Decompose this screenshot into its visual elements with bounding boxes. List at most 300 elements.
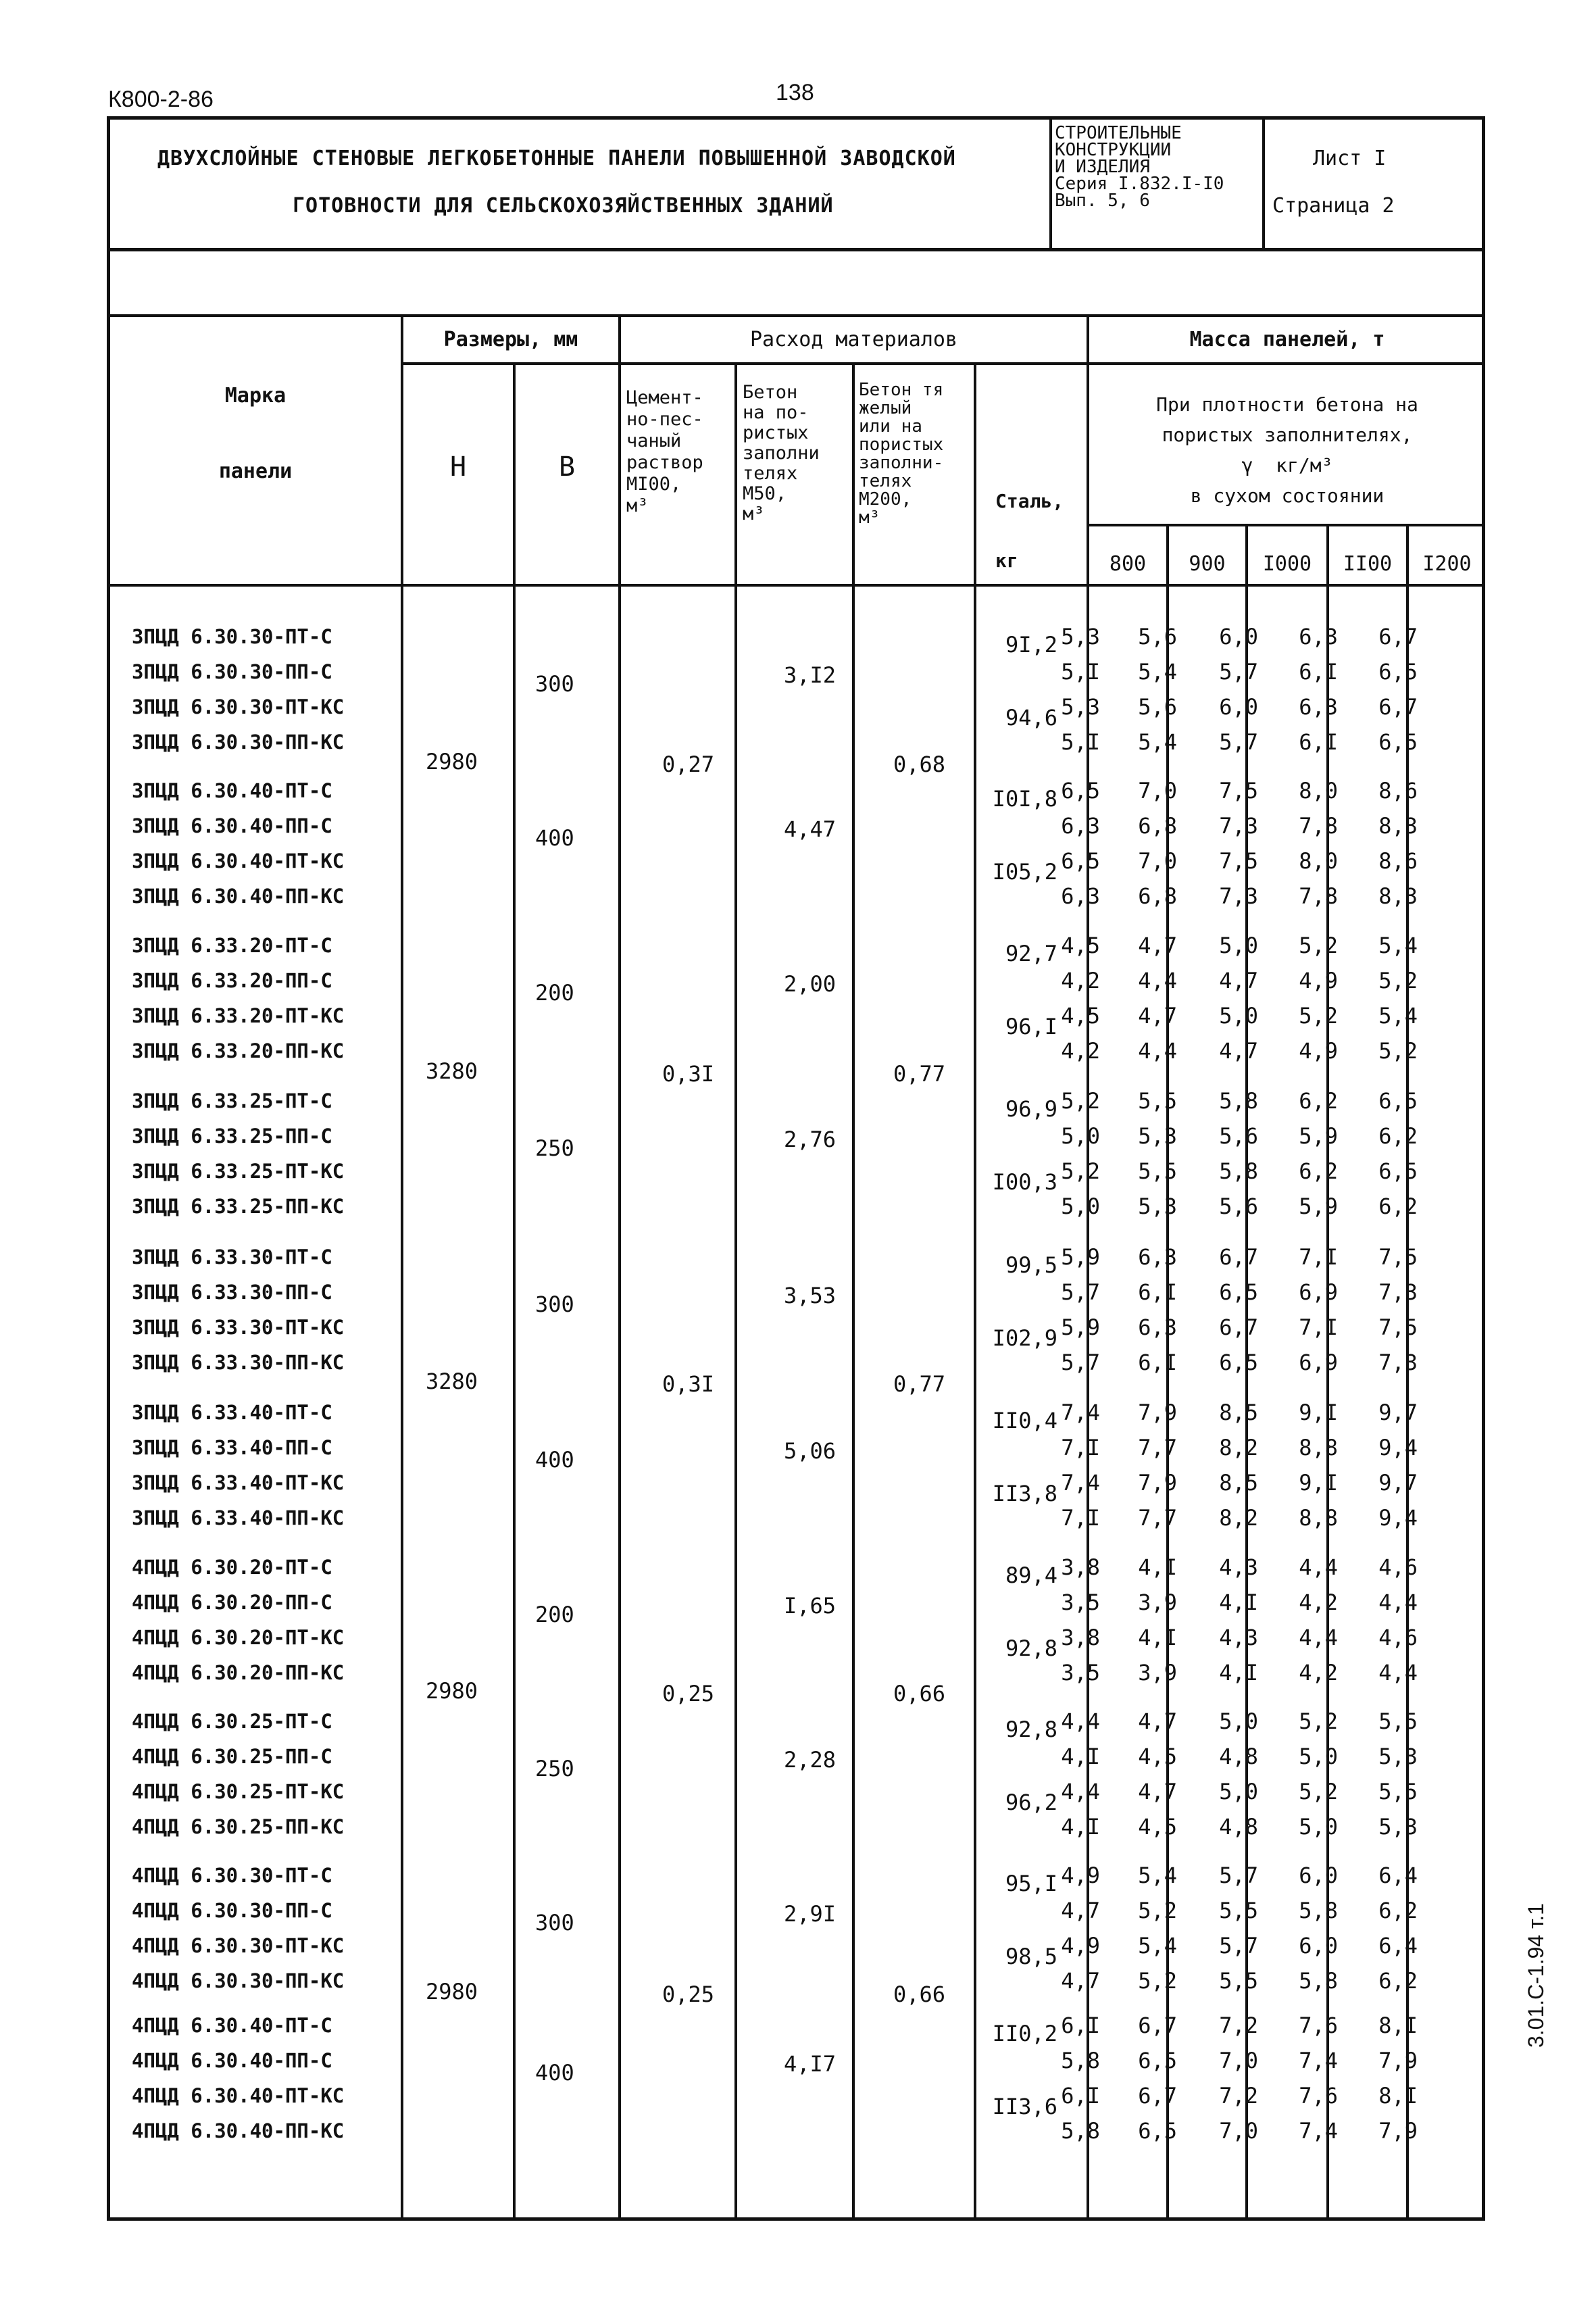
density-800: 800 bbox=[1109, 552, 1147, 576]
mass-value: 6,5 bbox=[1138, 2118, 1177, 2144]
mass-value: 8,2 bbox=[1219, 1435, 1258, 1460]
mass-value: 6,I bbox=[1299, 659, 1338, 685]
series-stamp: СТРОИТЕЛЬНЫЕ КОНСТРУКЦИИ И ИЗДЕЛИЯ Серия I.832.I-I0 Вып. 5, 6 bbox=[1055, 123, 1224, 211]
mass-value: 4,9 bbox=[1061, 1933, 1100, 1959]
steel-mass: 92,8 bbox=[1005, 1717, 1057, 1742]
height-H: 2980 bbox=[426, 1979, 478, 2004]
mass-value: 5,2 bbox=[1138, 1898, 1177, 1923]
panel-mark: 3ПЦД 6.30.40-ПТ-С bbox=[132, 779, 332, 802]
mass-value: 7,8 bbox=[1299, 883, 1338, 909]
mass-value: 4,5 bbox=[1061, 933, 1100, 958]
porous-concrete-volume: 2,76 bbox=[784, 1127, 837, 1152]
mass-value: 7,I bbox=[1299, 1244, 1338, 1270]
mass-value: 6,I bbox=[1061, 2083, 1100, 2109]
mass-value: 5,4 bbox=[1378, 1003, 1418, 1029]
mass-value: 6,I bbox=[1061, 2013, 1100, 2038]
width-B: 300 bbox=[535, 1291, 574, 1317]
mass-value: 5,0 bbox=[1219, 1003, 1258, 1029]
mass-value: 3,8 bbox=[1061, 1625, 1100, 1650]
mass-value: 6,0 bbox=[1219, 624, 1258, 649]
mass-value: 4,4 bbox=[1138, 968, 1177, 993]
mass-value: 5,8 bbox=[1061, 2048, 1100, 2073]
mass-value: 6,5 bbox=[1219, 1279, 1258, 1305]
mass-value: 5,3 bbox=[1378, 1744, 1418, 1769]
panel-mark: 3ПЦД 6.30.40-ПП-КС bbox=[132, 885, 345, 908]
mass-value: 4,I bbox=[1138, 1554, 1177, 1580]
mass-value: 6,2 bbox=[1378, 1193, 1418, 1219]
mass-value: 6,0 bbox=[1299, 1863, 1338, 1888]
steel-mass: 94,6 bbox=[1005, 705, 1057, 731]
mass-value: 5,2 bbox=[1299, 933, 1338, 958]
mass-value: 6,0 bbox=[1219, 694, 1258, 720]
mass-value: 5,6 bbox=[1219, 1123, 1258, 1149]
mass-value: 5,3 bbox=[1138, 1193, 1177, 1219]
mass-value: 7,7 bbox=[1138, 1505, 1177, 1531]
mass-value: 4,7 bbox=[1138, 933, 1177, 958]
mass-value: 8,6 bbox=[1378, 848, 1418, 874]
mass-value: 8,I bbox=[1378, 2083, 1418, 2109]
width-B: 200 bbox=[535, 980, 574, 1006]
steel-mass: 92,8 bbox=[1005, 1635, 1057, 1661]
mass-value: 7,I bbox=[1299, 1314, 1338, 1340]
header-mortar: Цемент- но-пес- чаный раствор МI00, м³ bbox=[626, 387, 703, 516]
mass-value: 5,9 bbox=[1061, 1244, 1100, 1270]
mass-value: 6,5 bbox=[1219, 1350, 1258, 1375]
mass-value: 4,I bbox=[1219, 1660, 1258, 1685]
mass-value: 5,6 bbox=[1138, 624, 1177, 649]
steel-mass: 99,5 bbox=[1005, 1252, 1057, 1278]
mass-value: 5,5 bbox=[1219, 1898, 1258, 1923]
panel-mark: 4ПЦД 6.30.40-ПТ-КС bbox=[132, 2084, 345, 2107]
mass-value: 6,4 bbox=[1378, 1933, 1418, 1959]
steel-mass: I00,3 bbox=[992, 1169, 1057, 1195]
mass-value: 4,8 bbox=[1219, 1814, 1258, 1840]
mortar-volume: 0,3I bbox=[662, 1371, 715, 1397]
panel-mark: 4ПЦД 6.30.40-ПТ-С bbox=[132, 2014, 332, 2037]
mass-value: 7,4 bbox=[1299, 2118, 1338, 2144]
steel-mass: 98,5 bbox=[1005, 1944, 1057, 1969]
mass-value: 4,2 bbox=[1061, 1038, 1100, 1064]
mass-value: 6,8 bbox=[1138, 883, 1177, 909]
mass-value: 5,0 bbox=[1219, 933, 1258, 958]
mass-value: 4,6 bbox=[1378, 1554, 1418, 1580]
panel-mark: 4ПЦД 6.30.20-ПТ-С bbox=[132, 1556, 332, 1579]
mass-value: 6,I bbox=[1138, 1350, 1177, 1375]
mass-value: 7,4 bbox=[1061, 1470, 1100, 1496]
mass-value: 8,0 bbox=[1299, 778, 1338, 804]
mass-value: 9,I bbox=[1299, 1400, 1338, 1425]
width-B: 400 bbox=[535, 1447, 574, 1473]
panel-mark: 3ПЦД 6.33.40-ПП-С bbox=[132, 1436, 332, 1459]
mass-value: 6,I bbox=[1299, 729, 1338, 755]
mass-value: 5,0 bbox=[1299, 1814, 1338, 1840]
mass-value: 5,4 bbox=[1138, 659, 1177, 685]
mass-value: 4,9 bbox=[1299, 968, 1338, 993]
mass-value: 8,6 bbox=[1378, 778, 1418, 804]
panel-mark: 3ПЦД 6.33.30-ПТ-КС bbox=[132, 1316, 345, 1339]
mass-value: 5,3 bbox=[1138, 1123, 1177, 1149]
mass-value: 4,7 bbox=[1061, 1898, 1100, 1923]
mass-value: 5,2 bbox=[1299, 1708, 1338, 1734]
porous-concrete-volume: 4,I7 bbox=[784, 2051, 837, 2077]
steel-mass: II0,4 bbox=[992, 1408, 1057, 1433]
mass-value: 6,5 bbox=[1378, 1158, 1418, 1184]
panel-mark: 3ПЦД 6.30.30-ПТ-С bbox=[132, 625, 332, 648]
panel-mark: 3ПЦД 6.33.30-ПП-КС bbox=[132, 1351, 345, 1374]
mass-value: 7,8 bbox=[1299, 813, 1338, 839]
mass-value: 6,3 bbox=[1061, 883, 1100, 909]
mass-value: 6,2 bbox=[1378, 1123, 1418, 1149]
mass-value: 5,5 bbox=[1378, 1708, 1418, 1734]
panel-mark: 4ПЦД 6.30.25-ПТ-КС bbox=[132, 1780, 345, 1803]
mass-value: 6,2 bbox=[1299, 1088, 1338, 1114]
mass-value: 8,8 bbox=[1299, 1505, 1338, 1531]
panel-mark: 3ПЦД 6.33.40-ПТ-С bbox=[132, 1401, 332, 1424]
mass-value: 7,9 bbox=[1138, 1400, 1177, 1425]
mass-value: 7,5 bbox=[1219, 848, 1258, 874]
mass-value: 6,3 bbox=[1138, 1314, 1177, 1340]
mass-value: 6,5 bbox=[1061, 848, 1100, 874]
porous-concrete-volume: 5,06 bbox=[784, 1438, 837, 1464]
mass-value: 5,0 bbox=[1299, 1744, 1338, 1769]
mass-value: 8,8 bbox=[1299, 1435, 1338, 1460]
mass-value: 4,4 bbox=[1299, 1625, 1338, 1650]
steel-mass: 96,I bbox=[1005, 1014, 1057, 1039]
mortar-volume: 0,3I bbox=[662, 1061, 715, 1087]
density-1000: I000 bbox=[1262, 552, 1312, 576]
mass-value: 4,3 bbox=[1219, 1554, 1258, 1580]
width-B: 200 bbox=[535, 1602, 574, 1627]
mass-value: 6,5 bbox=[1061, 778, 1100, 804]
panel-mark: 4ПЦД 6.30.30-ПТ-КС bbox=[132, 1934, 345, 1957]
panel-mark: 3ПЦД 6.33.30-ПП-С bbox=[132, 1281, 332, 1304]
mass-value: 6,3 bbox=[1299, 624, 1338, 649]
width-B: 400 bbox=[535, 825, 574, 851]
header-H: Н bbox=[449, 451, 467, 483]
mass-value: 5,0 bbox=[1219, 1779, 1258, 1804]
steel-mass: I05,2 bbox=[992, 859, 1057, 885]
mortar-volume: 0,27 bbox=[662, 752, 715, 777]
mass-value: 6,2 bbox=[1299, 1158, 1338, 1184]
mortar-volume: 0,25 bbox=[662, 1681, 715, 1706]
height-H: 2980 bbox=[426, 749, 478, 774]
mass-value: 5,9 bbox=[1061, 1314, 1100, 1340]
mass-value: 4,3 bbox=[1219, 1625, 1258, 1650]
panel-mark: 3ПЦД 6.33.25-ПТ-С bbox=[132, 1089, 332, 1112]
porous-concrete-volume: 3,I2 bbox=[784, 662, 837, 688]
mass-value: 4,4 bbox=[1061, 1708, 1100, 1734]
mass-value: 8,5 bbox=[1219, 1400, 1258, 1425]
mass-value: 6,7 bbox=[1378, 694, 1418, 720]
width-B: 300 bbox=[535, 1910, 574, 1936]
mass-value: 7,2 bbox=[1219, 2083, 1258, 2109]
mass-value: 5,9 bbox=[1299, 1123, 1338, 1149]
title-line-1: ДВУХСЛОЙНЫЕ СТЕНОВЫЕ ЛЕГКОБЕТОННЫЕ ПАНЕЛИ ПОВЫШЕННОЙ ЗАВОДСКОЙ bbox=[157, 147, 956, 170]
mass-value: 7,I bbox=[1061, 1435, 1100, 1460]
mass-value: 7,6 bbox=[1299, 2013, 1338, 2038]
mass-value: 6,7 bbox=[1138, 2013, 1177, 2038]
mass-value: 7,9 bbox=[1138, 1470, 1177, 1496]
panel-mark: 3ПЦД 6.33.20-ПП-С bbox=[132, 969, 332, 992]
mass-value: 5,8 bbox=[1299, 1898, 1338, 1923]
mass-value: 6,3 bbox=[1299, 694, 1338, 720]
mass-value: 7,0 bbox=[1138, 778, 1177, 804]
mass-value: 5,4 bbox=[1378, 933, 1418, 958]
header-mark: Марка панели bbox=[218, 384, 293, 483]
mass-value: 8,0 bbox=[1299, 848, 1338, 874]
heavy-concrete-volume: 0,66 bbox=[893, 1681, 946, 1706]
title-line-2: ГОТОВНОСТИ ДЛЯ СЕЛЬСКОХОЗЯЙСТВЕННЫХ ЗДАНИЙ bbox=[293, 194, 834, 218]
mass-value: 5,9 bbox=[1299, 1193, 1338, 1219]
height-H: 3280 bbox=[426, 1369, 478, 1394]
header-porous: Бетон на по- ристых заполни телях М50, м³ bbox=[743, 382, 820, 524]
mass-value: 5,2 bbox=[1378, 1038, 1418, 1064]
panel-mark: 3ПЦД 6.30.40-ПТ-КС bbox=[132, 850, 345, 872]
mass-value: 6,2 bbox=[1378, 1968, 1418, 1994]
page-number: 138 bbox=[776, 80, 814, 105]
mass-value: 5,2 bbox=[1378, 968, 1418, 993]
mass-value: 5,2 bbox=[1061, 1088, 1100, 1114]
width-B: 400 bbox=[535, 2060, 574, 2086]
steel-mass: 9I,2 bbox=[1005, 632, 1057, 658]
panel-mark: 4ПЦД 6.30.40-ПП-С bbox=[132, 2049, 332, 2072]
mass-value: 5,7 bbox=[1219, 659, 1258, 685]
porous-concrete-volume: 3,53 bbox=[784, 1283, 837, 1308]
mass-value: 5,0 bbox=[1219, 1708, 1258, 1734]
panel-mark: 3ПЦД 6.30.40-ПП-С bbox=[132, 814, 332, 837]
document-code: К800-2-86 bbox=[108, 87, 214, 112]
panel-mark: 4ПЦД 6.30.30-ПТ-С bbox=[132, 1864, 332, 1887]
header-heavy: Бетон тя желый или на пористых заполни- телях М200, м³ bbox=[859, 380, 944, 528]
mass-value: 5,6 bbox=[1138, 694, 1177, 720]
panel-mark: 4ПЦД 6.30.25-ПП-С bbox=[132, 1745, 332, 1768]
mass-value: 5,4 bbox=[1138, 1863, 1177, 1888]
mass-value: 4,7 bbox=[1138, 1708, 1177, 1734]
mass-value: 4,2 bbox=[1299, 1660, 1338, 1685]
mass-value: 7,3 bbox=[1219, 813, 1258, 839]
mass-value: 6,5 bbox=[1378, 1088, 1418, 1114]
porous-concrete-volume: 4,47 bbox=[784, 816, 837, 842]
mass-value: 7,0 bbox=[1219, 2048, 1258, 2073]
panel-mark: 3ПЦД 6.33.25-ПТ-КС bbox=[132, 1160, 345, 1183]
mass-value: 5,8 bbox=[1299, 1968, 1338, 1994]
width-B: 250 bbox=[535, 1756, 574, 1781]
panel-mark: 3ПЦД 6.33.25-ПП-С bbox=[132, 1125, 332, 1148]
mass-value: 7,3 bbox=[1219, 883, 1258, 909]
panel-mark: 4ПЦД 6.30.20-ПП-КС bbox=[132, 1661, 345, 1684]
mass-value: 4,7 bbox=[1138, 1003, 1177, 1029]
mass-value: 4,5 bbox=[1138, 1744, 1177, 1769]
mass-value: 5,8 bbox=[1219, 1158, 1258, 1184]
mass-value: 6,3 bbox=[1138, 1244, 1177, 1270]
mass-value: 4,I bbox=[1219, 1590, 1258, 1615]
panel-mark: 3ПЦД 6.33.25-ПП-КС bbox=[132, 1195, 345, 1218]
mass-value: 5,4 bbox=[1138, 1933, 1177, 1959]
mass-value: 5,5 bbox=[1138, 1158, 1177, 1184]
mass-value: 5,4 bbox=[1138, 729, 1177, 755]
width-B: 250 bbox=[535, 1135, 574, 1161]
porous-concrete-volume: 2,9I bbox=[784, 1901, 837, 1927]
mass-value: 7,4 bbox=[1299, 2048, 1338, 2073]
mass-value: 5,2 bbox=[1138, 1968, 1177, 1994]
mass-value: 4,4 bbox=[1299, 1554, 1338, 1580]
mass-value: 8,3 bbox=[1378, 813, 1418, 839]
mass-value: 5,3 bbox=[1378, 1814, 1418, 1840]
panel-mark: 3ПЦД 6.30.30-ПТ-КС bbox=[132, 695, 345, 718]
mortar-volume: 0,25 bbox=[662, 1981, 715, 2007]
mass-value: 4,4 bbox=[1138, 1038, 1177, 1064]
mass-value: 7,5 bbox=[1378, 1314, 1418, 1340]
header-mass-sub: При плотности бетона на пористых заполнителях, γ кг/м³ в сухом состоянии bbox=[1156, 393, 1418, 507]
mass-value: 8,3 bbox=[1378, 883, 1418, 909]
panel-mark: 4ПЦД 6.30.30-ПП-С bbox=[132, 1899, 332, 1922]
mass-value: 7,6 bbox=[1299, 2083, 1338, 2109]
panel-mark: 3ПЦД 6.33.20-ПП-КС bbox=[132, 1039, 345, 1062]
mass-value: 9,7 bbox=[1378, 1470, 1418, 1496]
mass-value: 5,2 bbox=[1299, 1003, 1338, 1029]
heavy-concrete-volume: 0,77 bbox=[893, 1371, 946, 1397]
heavy-concrete-volume: 0,77 bbox=[893, 1061, 946, 1087]
mass-value: 4,I bbox=[1138, 1625, 1177, 1650]
mass-value: 6,7 bbox=[1219, 1314, 1258, 1340]
mass-value: 5,5 bbox=[1378, 1779, 1418, 1804]
mass-value: 4,5 bbox=[1061, 1003, 1100, 1029]
mass-value: 4,9 bbox=[1299, 1038, 1338, 1064]
mass-value: 5,2 bbox=[1061, 1158, 1100, 1184]
panel-mark: 3ПЦД 6.33.20-ПТ-С bbox=[132, 934, 332, 957]
mass-value: 8,5 bbox=[1219, 1470, 1258, 1496]
mass-value: 9,4 bbox=[1378, 1505, 1418, 1531]
steel-mass: II0,2 bbox=[992, 2021, 1057, 2046]
mass-value: 5,7 bbox=[1061, 1350, 1100, 1375]
mass-value: 4,2 bbox=[1299, 1590, 1338, 1615]
height-H: 2980 bbox=[426, 1678, 478, 1704]
mass-value: 6,2 bbox=[1378, 1898, 1418, 1923]
steel-mass: I0I,8 bbox=[992, 786, 1057, 812]
mass-value: 5,7 bbox=[1219, 1863, 1258, 1888]
mass-value: 6,4 bbox=[1378, 1863, 1418, 1888]
panel-mark: 3ПЦД 6.30.30-ПП-КС bbox=[132, 731, 345, 754]
mass-value: 6,3 bbox=[1061, 813, 1100, 839]
density-900: 900 bbox=[1189, 552, 1226, 576]
height-H: 3280 bbox=[426, 1058, 478, 1084]
mass-value: 4,I bbox=[1061, 1744, 1100, 1769]
mass-value: 7,7 bbox=[1138, 1435, 1177, 1460]
mass-value: 7,0 bbox=[1138, 848, 1177, 874]
mass-value: 3,5 bbox=[1061, 1660, 1100, 1685]
mass-value: 5,3 bbox=[1061, 624, 1100, 649]
panel-mark: 3ПЦД 6.33.20-ПТ-КС bbox=[132, 1004, 345, 1027]
mass-value: 5,8 bbox=[1061, 2118, 1100, 2144]
density-1100: II00 bbox=[1343, 552, 1393, 576]
sheet-label: Лист I bbox=[1313, 147, 1387, 170]
mass-value: 6,7 bbox=[1219, 1244, 1258, 1270]
mass-value: 7,I bbox=[1061, 1505, 1100, 1531]
steel-mass: II3,6 bbox=[992, 2094, 1057, 2119]
mass-value: 5,0 bbox=[1061, 1193, 1100, 1219]
density-1200: I200 bbox=[1422, 552, 1472, 576]
mass-value: 7,5 bbox=[1378, 1244, 1418, 1270]
mass-value: 6,I bbox=[1138, 1279, 1177, 1305]
mass-value: 4,4 bbox=[1378, 1590, 1418, 1615]
mass-value: 4,9 bbox=[1061, 1863, 1100, 1888]
mass-value: 5,0 bbox=[1061, 1123, 1100, 1149]
header-materials: Расход материалов bbox=[749, 328, 958, 351]
mass-value: 6,9 bbox=[1299, 1279, 1338, 1305]
mass-value: 4,5 bbox=[1138, 1814, 1177, 1840]
mass-value: 4,7 bbox=[1219, 968, 1258, 993]
porous-concrete-volume: 2,28 bbox=[784, 1747, 837, 1773]
mass-value: 5,8 bbox=[1219, 1088, 1258, 1114]
page-label: Страница 2 bbox=[1272, 194, 1395, 218]
header-sizes: Размеры, мм bbox=[443, 328, 578, 351]
mass-value: 8,2 bbox=[1219, 1505, 1258, 1531]
heavy-concrete-volume: 0,66 bbox=[893, 1981, 946, 2007]
mass-value: 5,5 bbox=[1219, 1968, 1258, 1994]
mass-value: 7,3 bbox=[1378, 1350, 1418, 1375]
mass-value: 4,8 bbox=[1219, 1744, 1258, 1769]
mass-value: 6,5 bbox=[1378, 729, 1418, 755]
steel-mass: 92,7 bbox=[1005, 941, 1057, 966]
mass-value: 5,7 bbox=[1061, 1279, 1100, 1305]
header-steel: Сталь, кг bbox=[995, 490, 1064, 572]
header-mass: Масса панелей, т bbox=[1189, 328, 1385, 351]
steel-mass: 89,4 bbox=[1005, 1562, 1057, 1588]
steel-mass: 96,2 bbox=[1005, 1790, 1057, 1815]
mass-value: 8,I bbox=[1378, 2013, 1418, 2038]
side-code: 3.01.С-1.94 т.1 bbox=[1524, 1903, 1548, 2048]
mass-value: 4,6 bbox=[1378, 1625, 1418, 1650]
mass-value: 6,9 bbox=[1299, 1350, 1338, 1375]
mass-value: 9,4 bbox=[1378, 1435, 1418, 1460]
mass-value: 7,2 bbox=[1219, 2013, 1258, 2038]
mass-value: 5,3 bbox=[1061, 694, 1100, 720]
mass-value: 4,4 bbox=[1061, 1779, 1100, 1804]
mass-value: 3,9 bbox=[1138, 1660, 1177, 1685]
width-B: 300 bbox=[535, 671, 574, 697]
mass-value: 9,I bbox=[1299, 1470, 1338, 1496]
panel-mark: 4ПЦД 6.30.30-ПП-КС bbox=[132, 1969, 345, 1992]
panel-mark: 4ПЦД 6.30.40-ПП-КС bbox=[132, 2119, 345, 2142]
steel-mass: 96,9 bbox=[1005, 1096, 1057, 1122]
mass-value: 3,9 bbox=[1138, 1590, 1177, 1615]
mass-value: 6,7 bbox=[1138, 2083, 1177, 2109]
mass-value: 4,7 bbox=[1219, 1038, 1258, 1064]
mass-value: 4,4 bbox=[1378, 1660, 1418, 1685]
heavy-concrete-volume: 0,68 bbox=[893, 752, 946, 777]
mass-value: 7,9 bbox=[1378, 2048, 1418, 2073]
panel-mark: 4ПЦД 6.30.20-ПТ-КС bbox=[132, 1626, 345, 1649]
mass-value: 5,I bbox=[1061, 729, 1100, 755]
mass-value: 7,3 bbox=[1378, 1279, 1418, 1305]
panel-mark: 4ПЦД 6.30.20-ПП-С bbox=[132, 1591, 332, 1614]
mass-value: 7,0 bbox=[1219, 2118, 1258, 2144]
mass-value: 6,5 bbox=[1138, 2048, 1177, 2073]
mass-value: 6,7 bbox=[1378, 624, 1418, 649]
panel-mark: 3ПЦД 6.33.40-ПП-КС bbox=[132, 1506, 345, 1529]
mass-value: 7,5 bbox=[1219, 778, 1258, 804]
mass-value: 6,5 bbox=[1378, 659, 1418, 685]
header-B: В bbox=[558, 451, 576, 483]
porous-concrete-volume: I,65 bbox=[784, 1593, 837, 1619]
panel-mark: 3ПЦД 6.33.30-ПТ-С bbox=[132, 1246, 332, 1269]
steel-mass: I02,9 bbox=[992, 1325, 1057, 1351]
mass-value: 5,I bbox=[1061, 659, 1100, 685]
mass-value: 5,2 bbox=[1299, 1779, 1338, 1804]
mass-value: 4,7 bbox=[1061, 1968, 1100, 1994]
mass-value: 7,4 bbox=[1061, 1400, 1100, 1425]
steel-mass: II3,8 bbox=[992, 1481, 1057, 1506]
